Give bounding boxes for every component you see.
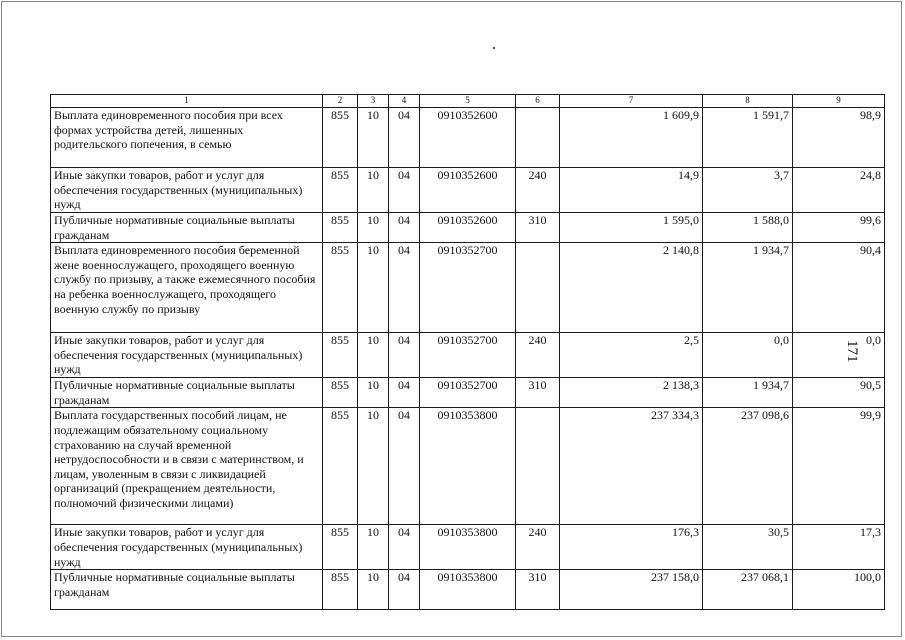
cell-code-5: 0910352600 xyxy=(420,108,516,168)
cell-value-7: 237 158,0 xyxy=(560,570,703,610)
table-row xyxy=(51,525,885,570)
column-header: 1 xyxy=(51,95,323,108)
cell-code-4: 04 xyxy=(389,333,420,378)
cell-value-8: 1 934,7 xyxy=(703,378,793,408)
table-header-row xyxy=(51,95,885,108)
table-row xyxy=(51,243,885,333)
cell-value-8: 237 068,1 xyxy=(703,570,793,610)
cell-value-7: 1 609,9 xyxy=(560,108,703,168)
cell-name: Выплата государственных пособий лицам, не подлежащим обязательному социальному страхованию на случай временной нетрудоспособности и в связи с материнством, и лицам, уволенным в связи с ликвидацией организаций (прекращением деятельности, полномочий физическими лицами) xyxy=(51,408,323,525)
column-header: 4 xyxy=(389,95,420,108)
cell-value-9: 24,8 xyxy=(793,168,885,213)
page-number: 171 xyxy=(844,340,860,363)
table-row xyxy=(51,333,885,378)
cell-value-9: 17,3 xyxy=(793,525,885,570)
cell-code-4: 04 xyxy=(389,378,420,408)
cell-code-6: 240 xyxy=(516,525,560,570)
cell-code-2: 855 xyxy=(323,243,358,333)
cell-code-2: 855 xyxy=(323,108,358,168)
cell-value-8: 1 591,7 xyxy=(703,108,793,168)
cell-value-7: 2,5 xyxy=(560,333,703,378)
cell-code-4: 04 xyxy=(389,408,420,525)
table-row xyxy=(51,570,885,610)
column-header: 5 xyxy=(420,95,516,108)
cell-code-5: 0910352600 xyxy=(420,168,516,213)
cell-value-9: 99,6 xyxy=(793,213,885,243)
cell-code-4: 04 xyxy=(389,168,420,213)
cell-code-2: 855 xyxy=(323,213,358,243)
cell-value-9: 100,0 xyxy=(793,570,885,610)
cell-code-6 xyxy=(516,408,560,525)
cell-value-8: 1 934,7 xyxy=(703,243,793,333)
cell-code-3: 10 xyxy=(358,378,389,408)
cell-code-4: 04 xyxy=(389,108,420,168)
cell-code-6 xyxy=(516,243,560,333)
table-row xyxy=(51,213,885,243)
cell-value-9: 90,5 xyxy=(793,378,885,408)
cell-name: Выплата единовременного пособия беременной жене военнослужащего, проходящего военную службу по призыву, а также ежемесячного пособия на ребенка военнослужащего, проходящего военную службу по призыву xyxy=(51,243,323,333)
cell-code-3: 10 xyxy=(358,213,389,243)
cell-code-2: 855 xyxy=(323,168,358,213)
cell-value-7: 14,9 xyxy=(560,168,703,213)
cell-value-8: 3,7 xyxy=(703,168,793,213)
cell-value-8: 237 098,6 xyxy=(703,408,793,525)
cell-value-7: 1 595,0 xyxy=(560,213,703,243)
cell-code-2: 855 xyxy=(323,408,358,525)
column-header: 3 xyxy=(358,95,389,108)
scan-speck xyxy=(493,47,495,49)
cell-code-3: 10 xyxy=(358,525,389,570)
cell-code-6 xyxy=(516,108,560,168)
column-header: 9 xyxy=(793,95,885,108)
cell-code-6: 310 xyxy=(516,378,560,408)
column-header: 7 xyxy=(560,95,703,108)
cell-code-5: 0910352700 xyxy=(420,333,516,378)
column-header: 8 xyxy=(703,95,793,108)
cell-code-4: 04 xyxy=(389,525,420,570)
cell-name: Выплата единовременного пособия при всех формах устройства детей, лишенных родительского попечения, в семью xyxy=(51,108,323,168)
cell-code-4: 04 xyxy=(389,243,420,333)
cell-code-5: 0910352700 xyxy=(420,243,516,333)
cell-code-5: 0910353800 xyxy=(420,570,516,610)
table-row xyxy=(51,378,885,408)
cell-code-3: 10 xyxy=(358,408,389,525)
cell-value-8: 30,5 xyxy=(703,525,793,570)
cell-value-9: 90,4 xyxy=(793,243,885,333)
cell-value-7: 2 140,8 xyxy=(560,243,703,333)
cell-code-3: 10 xyxy=(358,243,389,333)
cell-code-3: 10 xyxy=(358,333,389,378)
cell-code-6: 240 xyxy=(516,333,560,378)
cell-value-8: 0,0 xyxy=(703,333,793,378)
table-row xyxy=(51,108,885,168)
cell-value-7: 237 334,3 xyxy=(560,408,703,525)
cell-name: Иные закупки товаров, работ и услуг для обеспечения государственных (муниципальных) нужд xyxy=(51,525,323,570)
cell-value-9: 99,9 xyxy=(793,408,885,525)
cell-code-2: 855 xyxy=(323,378,358,408)
budget-table xyxy=(50,94,885,610)
table-row xyxy=(51,408,885,525)
cell-code-5: 0910353800 xyxy=(420,525,516,570)
cell-code-5: 0910352600 xyxy=(420,213,516,243)
table-row xyxy=(51,168,885,213)
cell-code-3: 10 xyxy=(358,108,389,168)
cell-code-2: 855 xyxy=(323,570,358,610)
column-header: 2 xyxy=(323,95,358,108)
cell-name: Публичные нормативные социальные выплаты гражданам xyxy=(51,570,323,610)
cell-code-4: 04 xyxy=(389,213,420,243)
cell-value-7: 2 138,3 xyxy=(560,378,703,408)
cell-value-9: 98,9 xyxy=(793,108,885,168)
cell-code-6: 310 xyxy=(516,213,560,243)
column-header: 6 xyxy=(516,95,560,108)
cell-code-5: 0910353800 xyxy=(420,408,516,525)
cell-code-2: 855 xyxy=(323,333,358,378)
cell-code-6: 240 xyxy=(516,168,560,213)
cell-value-7: 176,3 xyxy=(560,525,703,570)
cell-value-9: 0,0 xyxy=(793,333,885,378)
cell-name: Иные закупки товаров, работ и услуг для обеспечения государственных (муниципальных) нужд xyxy=(51,333,323,378)
cell-code-6: 310 xyxy=(516,570,560,610)
cell-code-3: 10 xyxy=(358,570,389,610)
cell-value-8: 1 588,0 xyxy=(703,213,793,243)
cell-code-2: 855 xyxy=(323,525,358,570)
cell-code-4: 04 xyxy=(389,570,420,610)
cell-name: Публичные нормативные социальные выплаты гражданам xyxy=(51,378,323,408)
cell-code-5: 0910352700 xyxy=(420,378,516,408)
cell-name: Публичные нормативные социальные выплаты гражданам xyxy=(51,213,323,243)
cell-name: Иные закупки товаров, работ и услуг для обеспечения государственных (муниципальных) нужд xyxy=(51,168,323,213)
cell-code-3: 10 xyxy=(358,168,389,213)
